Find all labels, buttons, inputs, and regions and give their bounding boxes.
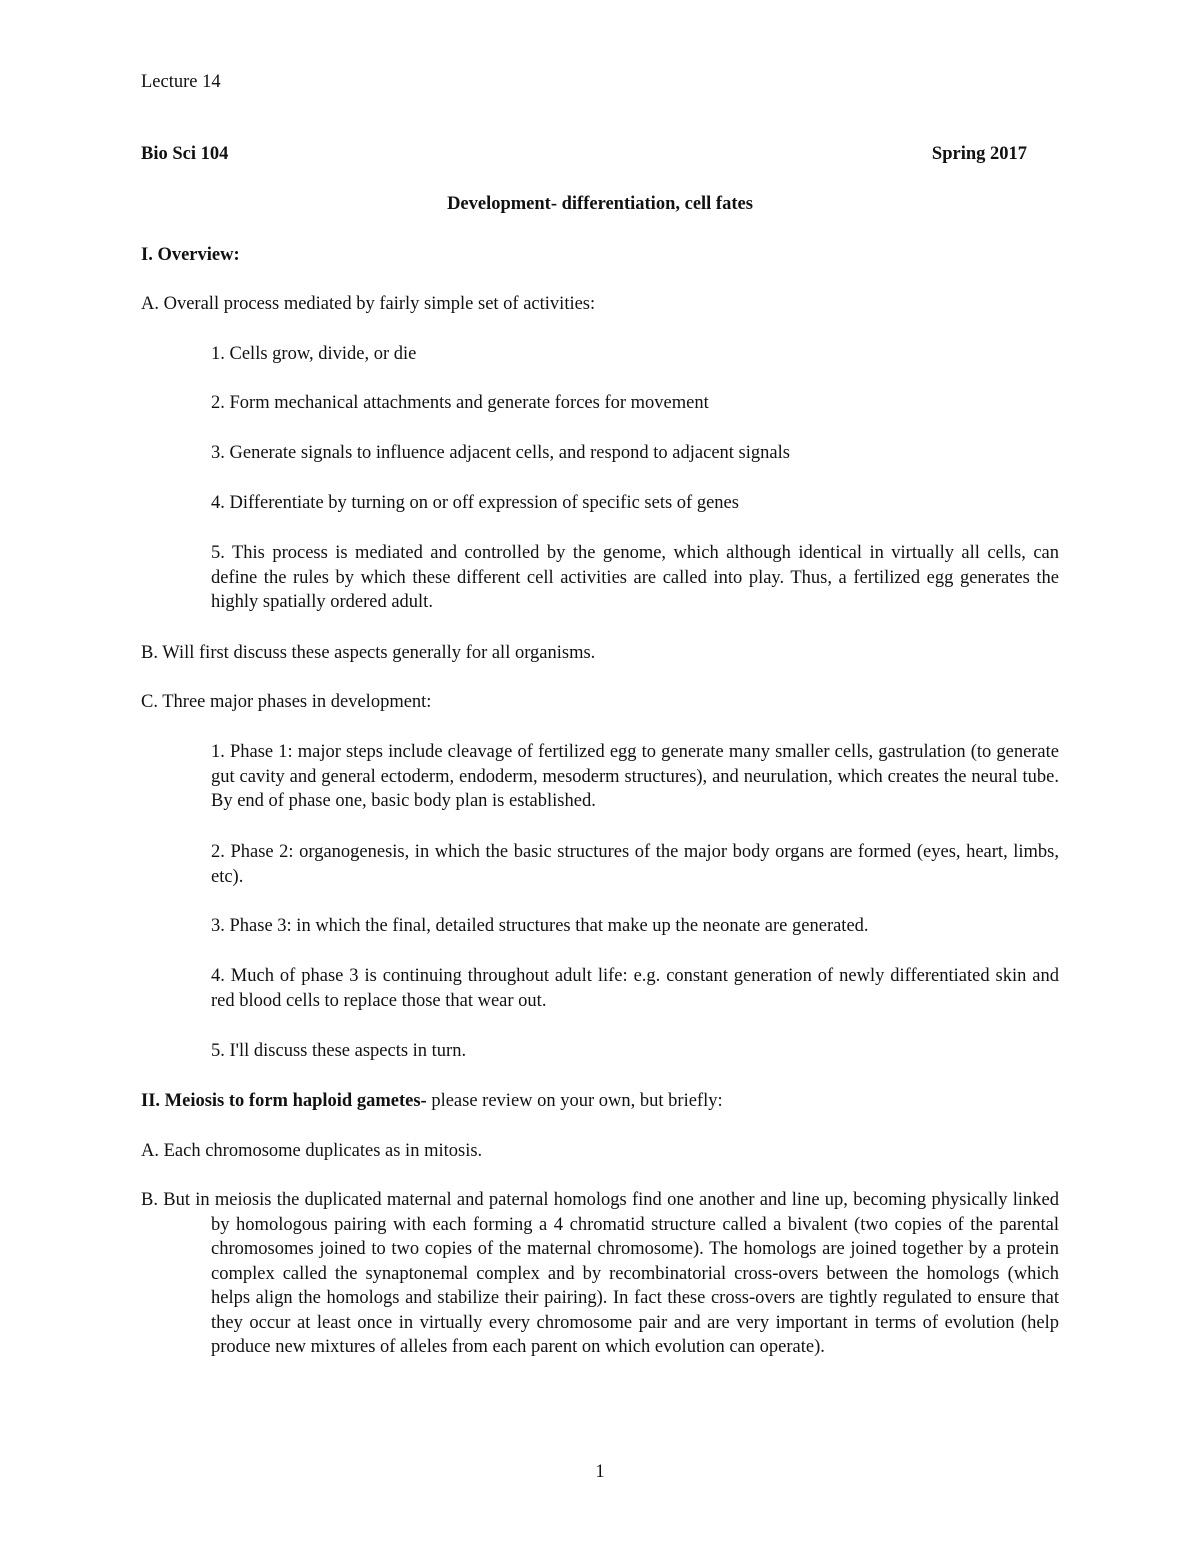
section-2-item-b: B. But in meiosis the duplicated maternal and paternal homologs find one another and line up, becoming physically linked by homologous pairing with each forming a 4 chromatid structure called a bivalent (two copies of the parental chromosomes joined to two copies of the maternal chromosome). The homologs are joined together by a protein complex called the synaptonemal complex and by recombinatorial cross-overs between the homologs (which helps align the homologs and stabilize their pairing). In fact these cross-overs are tightly regulated to ensure that they occur at least once in virtually every chromosome pair and are very important in terms of evolution (help produce new mixtures of alleles from each parent on which evolution can operate). (141, 1190, 1059, 1357)
document-title: Development- differentiation, cell fates (447, 194, 753, 214)
section-2-heading-bold: II. Meiosis to form haploid gametes- (141, 1091, 427, 1111)
section-2-item-a: A. Each chromosome duplicates as in mitosis. (141, 1141, 483, 1161)
activity-item-3: 3. Generate signals to influence adjacent cells, and respond to adjacent signals (211, 443, 790, 463)
phase-item-1: 1. Phase 1: major steps include cleavage of fertilized egg to generate many smaller cells, gastrulation (to generate gut cavity and general ectoderm, endoderm, mesoderm structures), and neurulation, which creates the neural tube. By end of phase one, basic body plan is established. (211, 742, 1059, 811)
activity-item-2: 2. Form mechanical attachments and generate forces for movement (211, 393, 709, 413)
course-term: Spring 2017 (931, 144, 1027, 164)
course-code: Bio Sci 104 (141, 144, 229, 164)
activity-item-1: 1. Cells grow, divide, or die (211, 344, 417, 364)
page-number: 1 (595, 1462, 605, 1482)
course-header (141, 142, 1027, 167)
lecture-label: Lecture 14 (141, 72, 221, 92)
section-1-item-c: C. Three major phases in development: (141, 692, 432, 712)
phase-item-3: 3. Phase 3: in which the final, detailed structures that make up the neonate are generated. (211, 916, 869, 936)
section-1-item-a: A. Overall process mediated by fairly simple set of activities: (141, 294, 596, 314)
section-2-heading-rest: please review on your own, but briefly: (426, 1091, 723, 1111)
section-1-heading: I. Overview: (141, 245, 240, 265)
activity-item-5: 5. This process is mediated and controlled by the genome, which although identical in virtually all cells, can define the rules by which these different cell activities are called into play. Thus, a fertilized egg generates the highly spatially ordered adult. (211, 543, 1059, 612)
section-1-item-b: B. Will first discuss these aspects generally for all organisms. (141, 643, 596, 663)
phase-item-5: 5. I'll discuss these aspects in turn. (211, 1041, 467, 1061)
phase-item-4: 4. Much of phase 3 is continuing throughout adult life: e.g. constant generation of newly differentiated skin and red blood cells to replace those that wear out. (211, 966, 1059, 1011)
phase-item-2: 2. Phase 2: organogenesis, in which the basic structures of the major body organs are formed (eyes, heart, limbs, etc). (211, 842, 1059, 887)
activity-item-4: 4. Differentiate by turning on or off expression of specific sets of genes (211, 493, 739, 513)
section-2-heading (141, 1089, 723, 1114)
